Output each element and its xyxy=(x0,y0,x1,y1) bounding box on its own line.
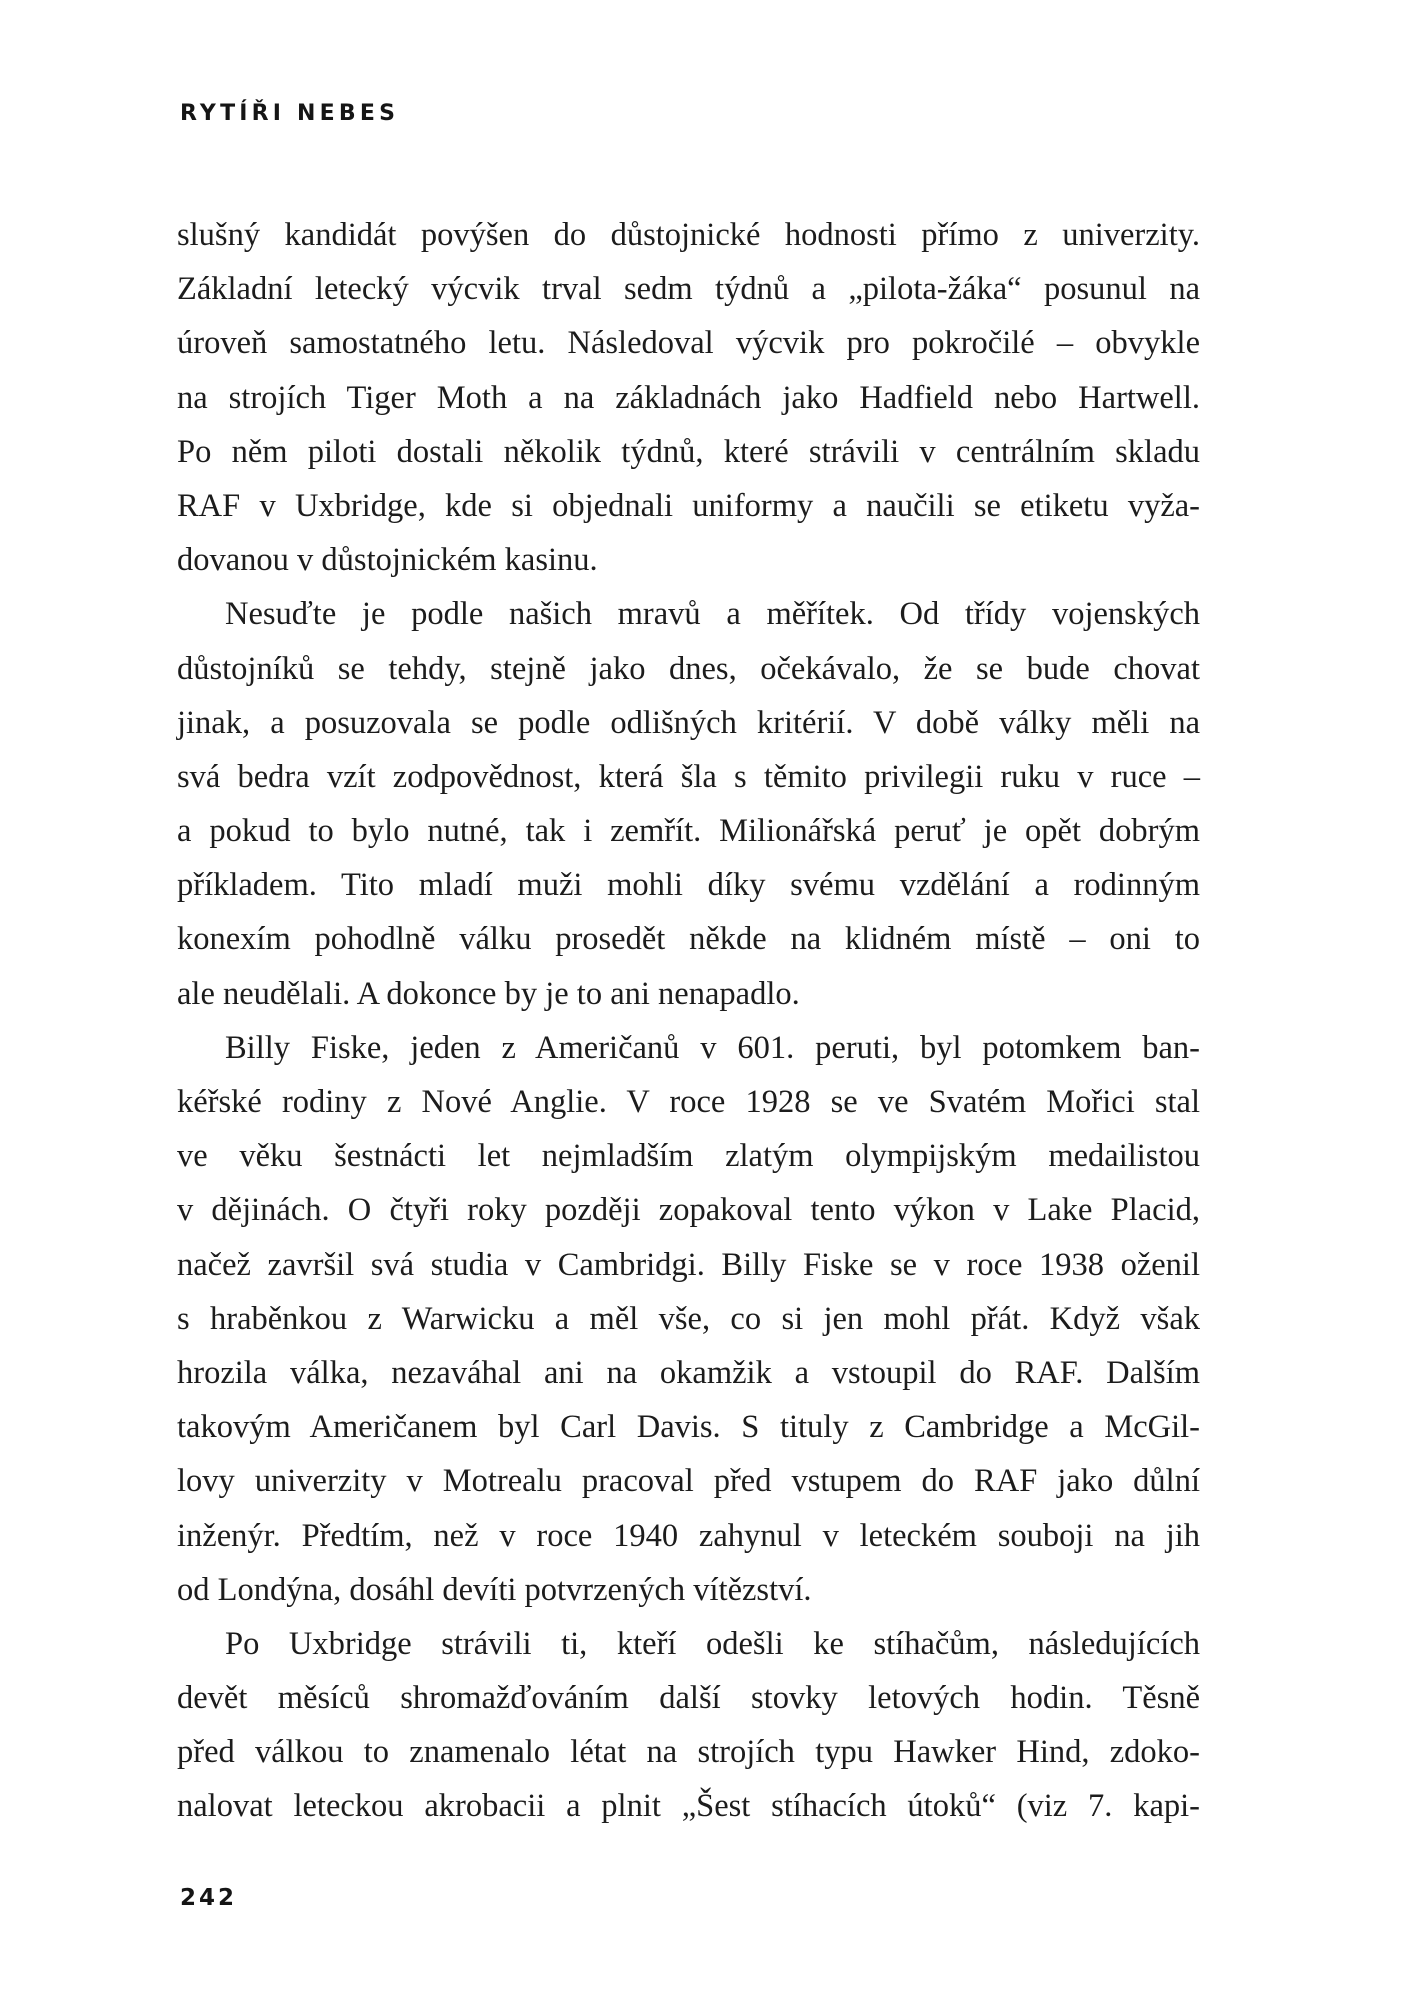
text-line: svá bedra vzít zodpovědnost, která šla s těmito privilegii ruku v ruce – xyxy=(177,758,1200,795)
paragraph xyxy=(177,208,1200,587)
text-line: před válkou to znamenalo létat na strojích typu Hawker Hind, zdoko- xyxy=(177,1734,1200,1771)
text-line: jinak, a posuzovala se podle odlišných kritérií. V době války měli na xyxy=(177,704,1200,741)
text-line: inženýr. Předtím, než v roce 1940 zahynul v leteckém souboji na jih xyxy=(177,1517,1200,1554)
text-line: takovým Američanem byl Carl Davis. S tituly z Cambridge a McGil- xyxy=(177,1409,1200,1446)
text-line: Základní letecký výcvik trval sedm týdnů a „pilota-žáka“ posunul na xyxy=(177,271,1200,308)
text-line: načež završil svá studia v Cambridgi. Billy Fiske se v roce 1938 oženil xyxy=(177,1246,1200,1283)
text-line: ale neudělali. A dokonce by je to ani nenapadlo. xyxy=(177,975,800,1012)
paragraph xyxy=(177,587,1200,1021)
text-line: Po něm piloti dostali několik týdnů, které strávili v centrálním skladu xyxy=(177,433,1200,470)
text-line: Billy Fiske, jeden z Američanů v 601. peruti, byl potomkem ban- xyxy=(225,1029,1200,1066)
text-line: Nesuďte je podle našich mravů a měřítek. Od třídy vojenských xyxy=(225,596,1200,633)
paragraph xyxy=(177,1617,1200,1834)
text-line: s hraběnkou z Warwicku a měl vše, co si jen mohl přát. Když však xyxy=(177,1300,1200,1337)
text-line: ve věku šestnácti let nejmladším zlatým olympijským medailistou xyxy=(177,1138,1200,1175)
text-line: slušný kandidát povýšen do důstojnické hodnosti přímo z univerzity. xyxy=(177,217,1200,253)
text-line: dovanou v důstojnickém kasinu. xyxy=(177,542,598,579)
text-line: na strojích Tiger Moth a na základnách jako Hadfield nebo Hartwell. xyxy=(177,379,1200,416)
text-line: od Londýna, dosáhl devíti potvrzených vítězství. xyxy=(177,1571,812,1608)
text-line: RAF v Uxbridge, kde si objednali uniformy a naučili se etiketu vyža- xyxy=(177,487,1200,524)
text-line: a pokud to bylo nutné, tak i zemřít. Milionářská peruť je opět dobrým xyxy=(177,813,1200,850)
text-line: konexím pohodlně válku prosedět někde na klidném místě – oni to xyxy=(177,921,1200,958)
text-line: v dějinách. O čtyři roky později zopakoval tento výkon v Lake Placid, xyxy=(177,1192,1200,1229)
paragraph xyxy=(177,1021,1200,1617)
text-line: příkladem. Tito mladí muži mohli díky svému vzdělání a rodinným xyxy=(177,867,1200,904)
page-number: 242 xyxy=(180,1885,238,1911)
body-text xyxy=(177,208,1200,1834)
text-line: hrozila válka, nezaváhal ani na okamžik a vstoupil do RAF. Dalším xyxy=(177,1354,1200,1391)
text-line: kéřské rodiny z Nové Anglie. V roce 1928 se ve Svatém Mořici stal xyxy=(177,1084,1200,1120)
running-head: RYTÍŘI NEBES xyxy=(180,101,400,126)
text-line: úroveň samostatného letu. Následoval výcvik pro pokročilé – obvykle xyxy=(177,325,1200,362)
text-line: důstojníků se tehdy, stejně jako dnes, očekávalo, že se bude chovat xyxy=(177,650,1200,687)
text-line: Po Uxbridge strávili ti, kteří odešli ke stíhačům, následujících xyxy=(225,1625,1200,1662)
text-line: devět měsíců shromažďováním další stovky letových hodin. Těsně xyxy=(177,1680,1200,1717)
text-line: nalovat leteckou akrobacii a plnit „Šest stíhacích útoků“ (viz 7. kapi- xyxy=(177,1788,1200,1825)
text-line: lovy univerzity v Motrealu pracoval před vstupem do RAF jako důlní xyxy=(177,1463,1200,1500)
